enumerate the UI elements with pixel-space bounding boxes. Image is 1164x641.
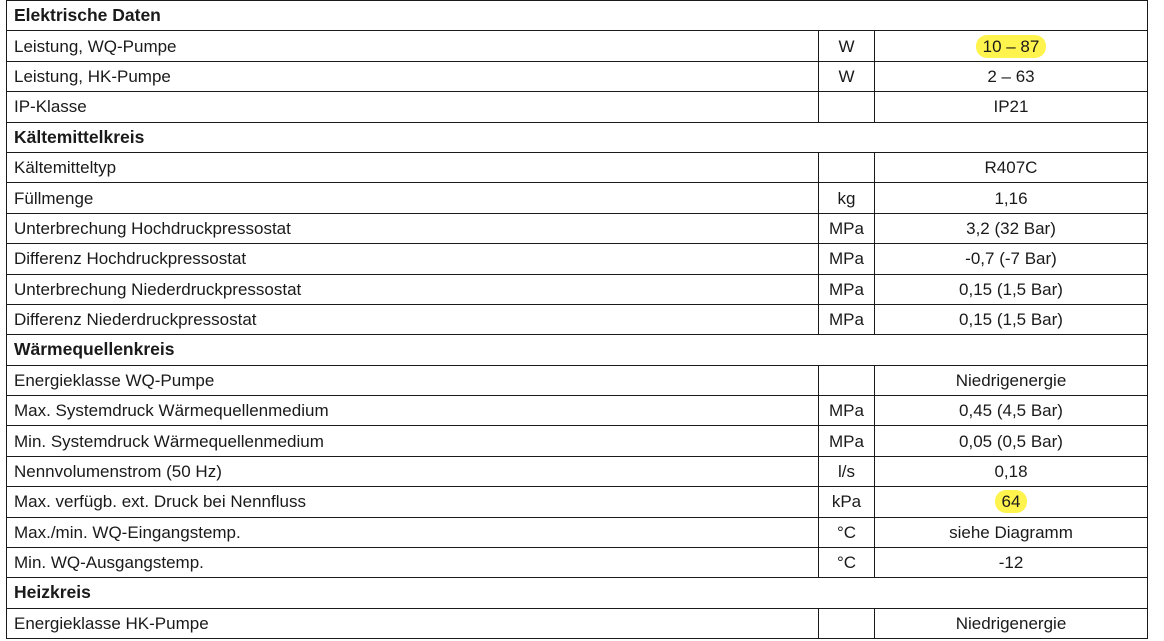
- value-cell: 0,05 (0,5 Bar): [875, 426, 1148, 456]
- parameter-cell: Min. Systemdruck Wärmequellenmedium: [7, 426, 819, 456]
- parameter-cell: Leistung, WQ-Pumpe: [7, 31, 819, 61]
- parameter-cell: Unterbrechung Hochdruckpressostat: [7, 213, 819, 243]
- unit-cell: W: [819, 61, 875, 91]
- value-cell: R407C: [875, 152, 1148, 182]
- highlighted-value: 64: [995, 490, 1028, 513]
- section-title: Kältemittelkreis: [7, 122, 1148, 152]
- section-title: Heizkreis: [7, 578, 1148, 608]
- parameter-cell: Nennvolumenstrom (50 Hz): [7, 456, 819, 486]
- specification-table: [6, 0, 1148, 639]
- parameter-cell: IP-Klasse: [7, 92, 819, 122]
- parameter-cell: Energieklasse WQ-Pumpe: [7, 365, 819, 395]
- unit-cell: W: [819, 31, 875, 61]
- unit-cell: MPa: [819, 304, 875, 334]
- table-row: [7, 183, 1148, 213]
- section-title: Wärmequellenkreis: [7, 335, 1148, 365]
- parameter-cell: Kältemitteltyp: [7, 152, 819, 182]
- table-row: [7, 304, 1148, 334]
- section-header-heat-source: [7, 335, 1148, 365]
- parameter-cell: Differenz Hochdruckpressostat: [7, 244, 819, 274]
- value-cell: siehe Diagramm: [875, 517, 1148, 547]
- parameter-cell: Differenz Niederdruckpressostat: [7, 304, 819, 334]
- value-cell: 0,45 (4,5 Bar): [875, 396, 1148, 426]
- parameter-cell: Max. verfügb. ext. Druck bei Nennfluss: [7, 487, 819, 517]
- parameter-cell: Füllmenge: [7, 183, 819, 213]
- parameter-cell: Min. WQ-Ausgangstemp.: [7, 548, 819, 578]
- table-row: [7, 608, 1148, 638]
- unit-cell: °C: [819, 548, 875, 578]
- value-cell: Niedrigenergie: [875, 608, 1148, 638]
- table-row: [7, 396, 1148, 426]
- table-row: [7, 92, 1148, 122]
- table-row: [7, 487, 1148, 517]
- table-row: [7, 61, 1148, 91]
- unit-cell: MPa: [819, 274, 875, 304]
- value-cell: Niedrigenergie: [875, 365, 1148, 395]
- value-cell: [875, 31, 1148, 61]
- parameter-cell: Max./min. WQ-Eingangstemp.: [7, 517, 819, 547]
- unit-cell: [819, 365, 875, 395]
- parameter-cell: Energieklasse HK-Pumpe: [7, 608, 819, 638]
- unit-cell: MPa: [819, 244, 875, 274]
- highlighted-value: 10 – 87: [976, 35, 1047, 58]
- table-row: [7, 456, 1148, 486]
- table-row: [7, 426, 1148, 456]
- section-header-heating-circuit: [7, 578, 1148, 608]
- unit-cell: [819, 152, 875, 182]
- technical-data-sheet: [6, 0, 1147, 639]
- value-cell: [875, 487, 1148, 517]
- unit-cell: kg: [819, 183, 875, 213]
- unit-cell: l/s: [819, 456, 875, 486]
- value-cell: 0,15 (1,5 Bar): [875, 274, 1148, 304]
- table-row: [7, 517, 1148, 547]
- value-cell: 0,15 (1,5 Bar): [875, 304, 1148, 334]
- unit-cell: MPa: [819, 396, 875, 426]
- specification-table-body: [7, 1, 1148, 639]
- value-cell: -0,7 (-7 Bar): [875, 244, 1148, 274]
- section-title: Elektrische Daten: [7, 1, 1148, 31]
- unit-cell: kPa: [819, 487, 875, 517]
- table-row: [7, 548, 1148, 578]
- unit-cell: MPa: [819, 426, 875, 456]
- section-header-electrical: [7, 1, 1148, 31]
- table-row: [7, 244, 1148, 274]
- table-row: [7, 365, 1148, 395]
- value-cell: 3,2 (32 Bar): [875, 213, 1148, 243]
- value-cell: 0,18: [875, 456, 1148, 486]
- unit-cell: °C: [819, 517, 875, 547]
- value-cell: IP21: [875, 92, 1148, 122]
- value-cell: 2 – 63: [875, 61, 1148, 91]
- table-row: [7, 274, 1148, 304]
- unit-cell: [819, 92, 875, 122]
- table-row: [7, 152, 1148, 182]
- parameter-cell: Unterbrechung Niederdruckpressostat: [7, 274, 819, 304]
- unit-cell: MPa: [819, 213, 875, 243]
- parameter-cell: Leistung, HK-Pumpe: [7, 61, 819, 91]
- value-cell: -12: [875, 548, 1148, 578]
- section-header-refrigerant: [7, 122, 1148, 152]
- value-cell: 1,16: [875, 183, 1148, 213]
- table-row: [7, 31, 1148, 61]
- table-row: [7, 213, 1148, 243]
- unit-cell: [819, 608, 875, 638]
- parameter-cell: Max. Systemdruck Wärmequellenmedium: [7, 396, 819, 426]
